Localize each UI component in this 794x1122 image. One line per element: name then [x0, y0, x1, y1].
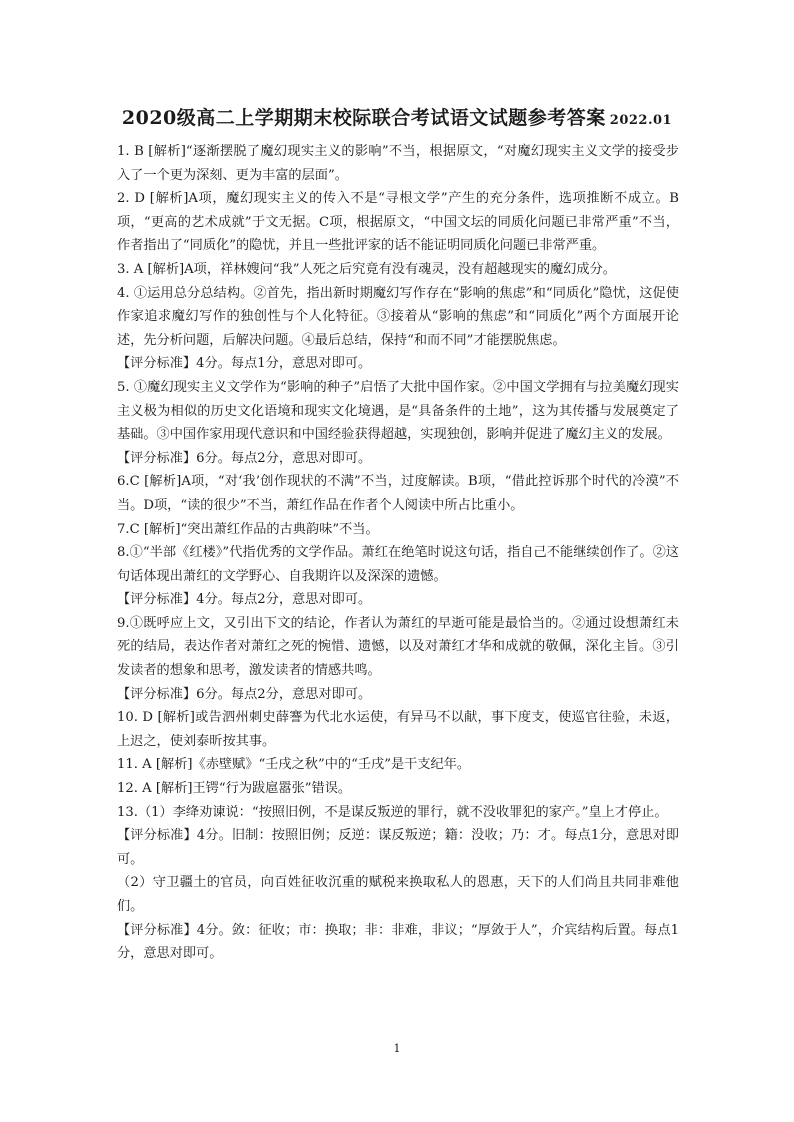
- answer-item: 4. ①运用总分总结构。②首先，指出新时期魔幻写作存在“影响的焦虑”和“同质化”隐忧，这促使作家追求魔幻写作的独创性与个人化特征。③接着从“影响的焦虑”和“同质化”两个方面展开论述，先分析问题，后解决问题。④最后总结，保持“和而不同”才能摆脱焦虑。: [117, 285, 679, 348]
- answer-item: 2. D [解析]A项，魔幻现实主义的传入不是“寻根文学”产生的充分条件，选项推断不成立。B项，“更高的艺术成就”于文无据。C项，根据原文，“中国文坛的同质化问题已非常严重”不当，作者指出了“同质化”的隐忧，并且一些批评家的话不能证明同质化问题已非常严重。: [117, 191, 679, 254]
- answer-item: 6.C [解析]A项，“对‘我’创作现状的不满”不当，过度解读。B项，“借此控诉那个时代的冷漠”不当。D项，“读的很少”不当，萧红作品在作者个人阅读中所占比重小。: [117, 474, 679, 513]
- scoring-standard: 【评分标准】4分。每点2分，意思对即可。: [117, 592, 372, 608]
- answer-item: 3. A [解析]A项，祥林嫂问“我”人死之后究竟有没有魂灵，没有超越现实的魔幻成分。: [117, 261, 616, 277]
- answer-item: 1. B [解析]“逐渐摆脱了魔幻现实主义的影响”不当，根据原文，“对魔幻现实主义文学的接受步入了一个更为深刻、更为丰富的层面”。: [117, 144, 679, 183]
- answer-item: 13.（1）李绛劝谏说：“按照旧例，不是谋反叛逆的罪行，就不没收罪犯的家产。”皇上才停止。: [117, 804, 668, 820]
- scoring-standard: 【评分标准】6分。每点2分，意思对即可。: [117, 686, 372, 702]
- scoring-standard: 【评分标准】6分。每点2分，意思对即可。: [117, 450, 372, 466]
- answer-item: （2）守卫疆土的官员，向百姓征收沉重的赋税来换取私人的恩惠，天下的人们尚且共同非难他们。: [117, 875, 679, 914]
- answer-item: 8.①“半部《红楼》”代指优秀的文学作品。萧红在绝笔时说这句话，指自己不能继续创作了。②这句话体现出萧红的文学野心、自我期许以及深深的遗憾。: [117, 545, 679, 584]
- title-date: 2022.01: [609, 113, 673, 128]
- answer-list: [117, 140, 679, 966]
- page-number: 1: [393, 1042, 401, 1055]
- page-title: [0, 103, 794, 130]
- scoring-standard: 【评分标准】4分。敛：征收；市：换取；非：非难，非议；“厚敛于人”，介宾结构后置。每点1分，意思对即可。: [117, 922, 679, 962]
- scoring-standard: 【评分标准】4分。每点1分，意思对即可。: [117, 356, 372, 372]
- answer-item: 11. A [解析]《赤壁赋》“壬戌之秋”中的“壬戌”是干支纪年。: [117, 757, 471, 773]
- answer-item: 12. A [解析]王锷“行为跋扈嚣张”错误。: [117, 781, 352, 797]
- answer-item: 10. D [解析]或告泗州刺史薛謇为代北水运使，有异马不以献，事下度支，使巡官往验，未返，上迟之，使刘泰昕按其事。: [117, 710, 679, 749]
- answer-item: 9.①既呼应上文，又引出下文的结论，作者认为萧红的早逝可能是最恰当的。②通过设想萧红未死的结局，表达作者对萧红之死的惋惜、遗憾，以及对萧红才华和成就的敬佩，深化主旨。③引发读者的想象和思考，激发读者的情感共鸣。: [117, 615, 679, 679]
- scoring-standard: 【评分标准】4分。旧制：按照旧例；反逆：谋反叛逆；籍：没收；乃：才。每点1分，意思对即可。: [117, 828, 679, 867]
- answer-item: 7.C [解析]“突出萧红作品的古典韵味”不当。: [117, 521, 379, 537]
- answer-item: 5. ①魔幻现实主义文学作为“影响的种子”启悟了大批中国作家。②中国文学拥有与拉美魔幻现实主义极为相似的历史文化语境和现实文化境遇，是“具备条件的土地”，这为其传播与发展奠定了基础。③中国作家用现代意识和中国经验获得超越，实现独创，影响并促进了魔幻主义的发展。: [117, 379, 679, 443]
- title-text: 2020级高二上学期期末校际联合考试语文试题参考答案: [121, 107, 606, 129]
